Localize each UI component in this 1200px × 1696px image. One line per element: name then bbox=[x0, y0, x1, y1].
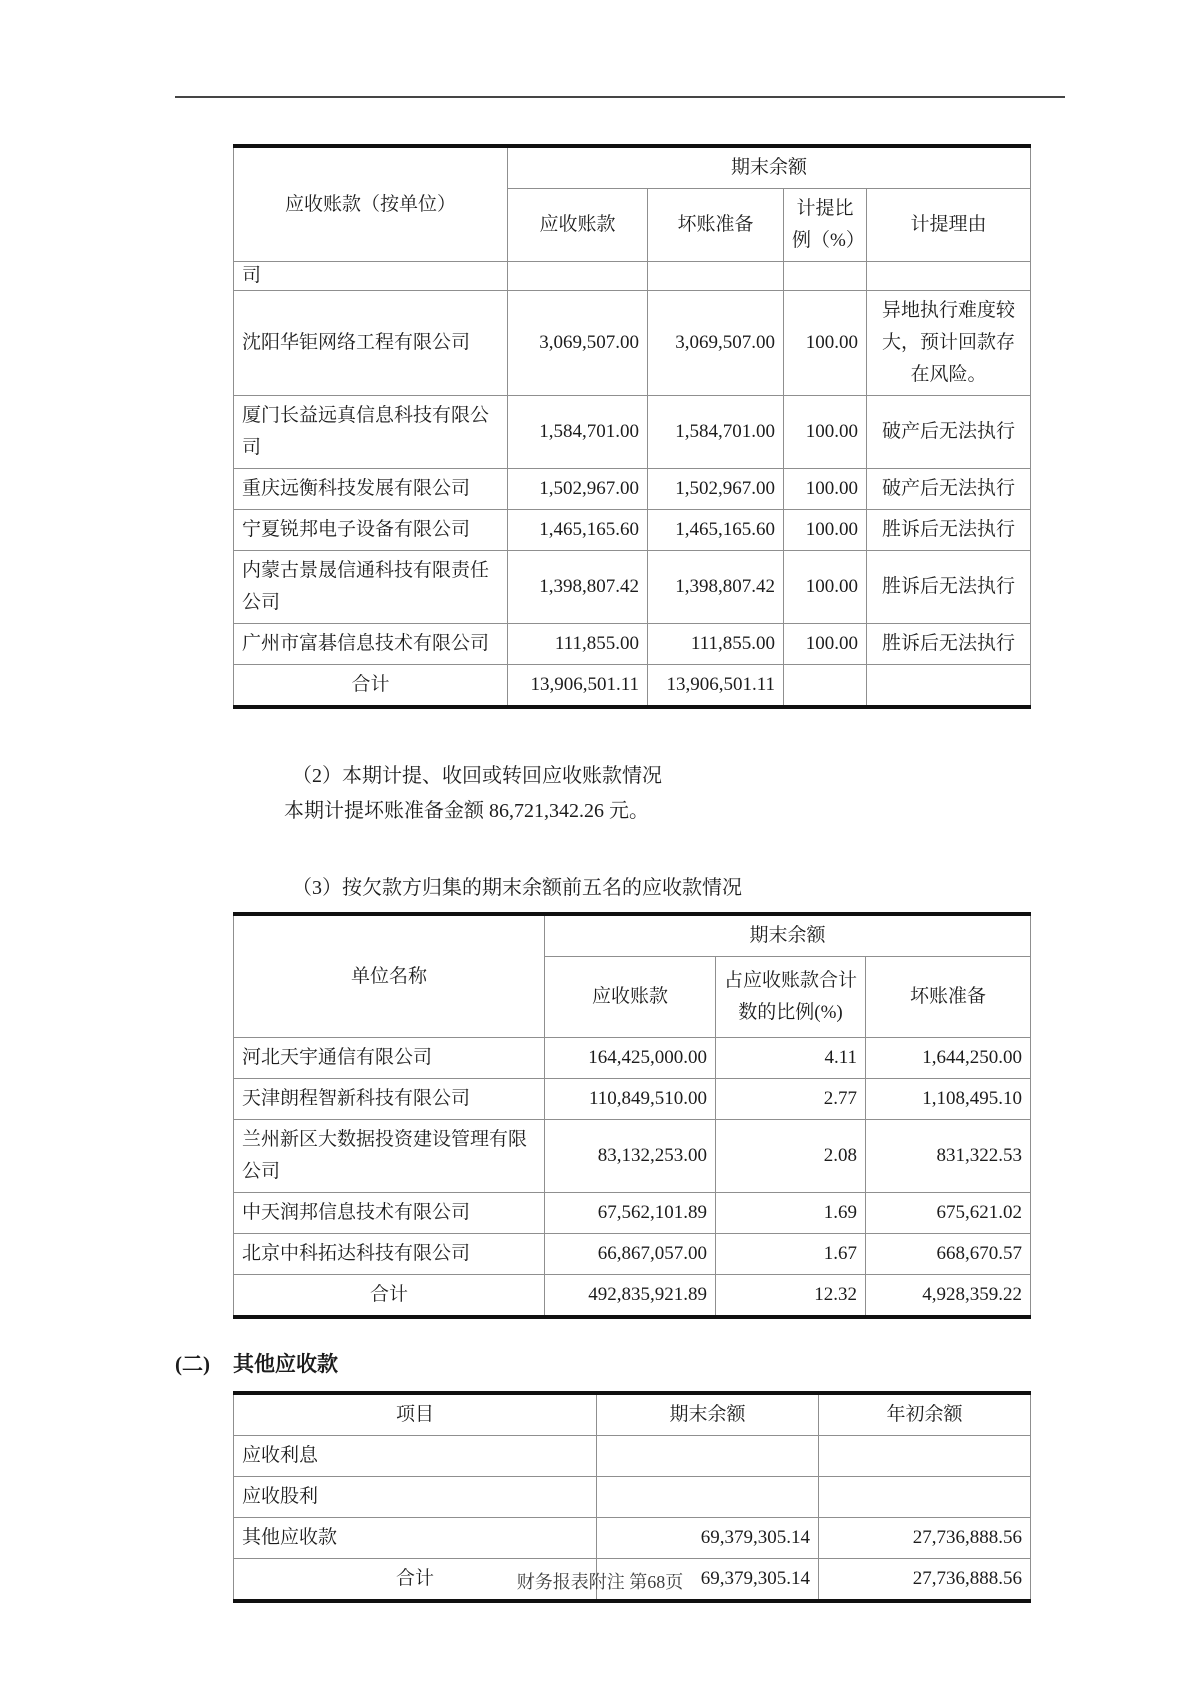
amount-cell: 831,322.53 bbox=[866, 1120, 1031, 1193]
table-row bbox=[234, 1038, 1031, 1079]
company-name-cell: 兰州新区大数据投资建设管理有限公司 bbox=[234, 1120, 545, 1193]
total-amount-cell: 27,736,888.56 bbox=[819, 1559, 1031, 1602]
amount-cell bbox=[597, 1436, 819, 1477]
company-name-cell: 沈阳华钜网络工程有限公司 bbox=[234, 291, 508, 396]
header-cell-unit-name: 单位名称 bbox=[234, 914, 545, 1038]
amount-cell: 1,502,967.00 bbox=[508, 469, 648, 510]
table-row bbox=[234, 624, 1031, 665]
header-cell-ratio-of-total: 占应收账款合计数的比例(%) bbox=[716, 957, 866, 1038]
amount-cell: 111,855.00 bbox=[508, 624, 648, 665]
top-five-receivables-table bbox=[233, 912, 1031, 1319]
total-amount-cell: 492,835,921.89 bbox=[545, 1275, 716, 1318]
table-header-row bbox=[234, 1393, 1031, 1436]
table-total-row bbox=[234, 1275, 1031, 1318]
amount-cell: 3,069,507.00 bbox=[508, 291, 648, 396]
table-header-row bbox=[234, 146, 1031, 189]
header-cell-accounts-receivable: 应收账款 bbox=[545, 957, 716, 1038]
total-amount-cell: 13,906,501.11 bbox=[508, 665, 648, 708]
table-row bbox=[234, 1120, 1031, 1193]
amount-cell: 69,379,305.14 bbox=[597, 1518, 819, 1559]
section-2-body: 本期计提坏账准备金额 86,721,342.26 元。 bbox=[284, 800, 649, 822]
amount-cell: 111,855.00 bbox=[648, 624, 784, 665]
amount-cell bbox=[819, 1477, 1031, 1518]
table-total-row bbox=[234, 665, 1031, 708]
amount-cell: 668,670.57 bbox=[866, 1234, 1031, 1275]
company-name-cell: 天津朗程智新科技有限公司 bbox=[234, 1079, 545, 1120]
table-row bbox=[234, 291, 1031, 396]
item-label-cell: 其他应收款 bbox=[234, 1518, 597, 1559]
ratio-cell bbox=[784, 262, 867, 291]
ratio-cell: 100.00 bbox=[784, 396, 867, 469]
company-name-cell: 河北天宇通信有限公司 bbox=[234, 1038, 545, 1079]
amount-cell: 1,644,250.00 bbox=[866, 1038, 1031, 1079]
total-label-cell: 合计 bbox=[234, 1559, 597, 1602]
section-number: (二) bbox=[175, 1352, 210, 1376]
amount-cell: 66,867,057.00 bbox=[545, 1234, 716, 1275]
amount-cell: 110,849,510.00 bbox=[545, 1079, 716, 1120]
amount-cell: 1,502,967.00 bbox=[648, 469, 784, 510]
amount-cell bbox=[648, 262, 784, 291]
amount-cell: 675,621.02 bbox=[866, 1193, 1031, 1234]
table-row bbox=[234, 551, 1031, 624]
amount-cell: 27,736,888.56 bbox=[819, 1518, 1031, 1559]
amount-cell: 83,132,253.00 bbox=[545, 1120, 716, 1193]
item-label-cell: 应收利息 bbox=[234, 1436, 597, 1477]
section-other-receivables-heading bbox=[175, 1349, 1200, 1379]
ratio-cell: 100.00 bbox=[784, 624, 867, 665]
ratio-cell: 1.67 bbox=[716, 1234, 866, 1275]
header-cell-provision-ratio: 计提比例（%） bbox=[784, 189, 867, 262]
reason-cell bbox=[867, 262, 1031, 291]
ratio-cell: 2.08 bbox=[716, 1120, 866, 1193]
table-row bbox=[234, 510, 1031, 551]
table-row bbox=[234, 262, 1031, 291]
table-row bbox=[234, 396, 1031, 469]
reason-cell: 异地执行难度较大，预计回款存在风险。 bbox=[867, 291, 1031, 396]
amount-cell: 1,465,165.60 bbox=[648, 510, 784, 551]
amount-cell: 1,398,807.42 bbox=[648, 551, 784, 624]
company-name-cell: 中天润邦信息技术有限公司 bbox=[234, 1193, 545, 1234]
ratio-cell: 100.00 bbox=[784, 551, 867, 624]
header-cell-beginning-balance: 年初余额 bbox=[819, 1393, 1031, 1436]
amount-cell: 1,584,701.00 bbox=[508, 396, 648, 469]
total-amount-cell: 4,928,359.22 bbox=[866, 1275, 1031, 1318]
section-title: 其他应收款 bbox=[233, 1352, 338, 1376]
header-cell-ending-balance: 期末余额 bbox=[597, 1393, 819, 1436]
reason-cell: 胜诉后无法执行 bbox=[867, 551, 1031, 624]
table-row bbox=[234, 1477, 1031, 1518]
company-name-cell: 内蒙古景晟信通科技有限责任公司 bbox=[234, 551, 508, 624]
table-row bbox=[234, 1079, 1031, 1120]
total-label-cell: 合计 bbox=[234, 665, 508, 708]
total-amount-cell: 69,379,305.14 bbox=[597, 1559, 819, 1602]
ratio-cell: 100.00 bbox=[784, 510, 867, 551]
header-cell-accounts-receivable: 应收账款 bbox=[508, 189, 648, 262]
total-reason-cell bbox=[867, 665, 1031, 708]
amount-cell: 1,108,495.10 bbox=[866, 1079, 1031, 1120]
amount-cell: 3,069,507.00 bbox=[648, 291, 784, 396]
total-amount-cell: 13,906,501.11 bbox=[648, 665, 784, 708]
page-header-rule bbox=[175, 96, 1065, 98]
ratio-cell: 2.77 bbox=[716, 1079, 866, 1120]
amount-cell: 1,465,165.60 bbox=[508, 510, 648, 551]
reason-cell: 破产后无法执行 bbox=[867, 396, 1031, 469]
amount-cell: 1,584,701.00 bbox=[648, 396, 784, 469]
total-ratio-cell bbox=[784, 665, 867, 708]
amount-cell: 67,562,101.89 bbox=[545, 1193, 716, 1234]
company-name-cell: 司 bbox=[234, 262, 508, 291]
section-2-heading: （2）本期计提、收回或转回应收账款情况 bbox=[292, 765, 662, 787]
amount-cell bbox=[508, 262, 648, 291]
header-cell-ending-balance: 期末余额 bbox=[508, 146, 1031, 189]
reason-cell: 胜诉后无法执行 bbox=[867, 624, 1031, 665]
section-3-heading: （3）按欠款方归集的期末余额前五名的应收款情况 bbox=[292, 877, 742, 899]
amount-cell bbox=[597, 1477, 819, 1518]
ratio-cell: 100.00 bbox=[784, 469, 867, 510]
amount-cell: 1,398,807.42 bbox=[508, 551, 648, 624]
header-cell-provision-reason: 计提理由 bbox=[867, 189, 1031, 262]
ratio-cell: 1.69 bbox=[716, 1193, 866, 1234]
table-row bbox=[234, 1234, 1031, 1275]
header-cell-item: 项目 bbox=[234, 1393, 597, 1436]
ratio-cell: 4.11 bbox=[716, 1038, 866, 1079]
amount-cell: 164,425,000.00 bbox=[545, 1038, 716, 1079]
receivables-by-unit-table bbox=[233, 144, 1031, 709]
header-cell-ending-balance: 期末余额 bbox=[545, 914, 1031, 957]
company-name-cell: 北京中科拓达科技有限公司 bbox=[234, 1234, 545, 1275]
header-cell-bad-debt-provision: 坏账准备 bbox=[648, 189, 784, 262]
company-name-cell: 厦门长益远真信息科技有限公司 bbox=[234, 396, 508, 469]
item-label-cell: 应收股利 bbox=[234, 1477, 597, 1518]
ratio-cell: 100.00 bbox=[784, 291, 867, 396]
company-name-cell: 广州市富碁信息技术有限公司 bbox=[234, 624, 508, 665]
page-footer: 财务报表附注 第68页 bbox=[516, 1572, 684, 1592]
reason-cell: 胜诉后无法执行 bbox=[867, 510, 1031, 551]
table-row bbox=[234, 1436, 1031, 1477]
reason-cell: 破产后无法执行 bbox=[867, 469, 1031, 510]
header-cell-bad-debt-provision: 坏账准备 bbox=[866, 957, 1031, 1038]
total-label-cell: 合计 bbox=[234, 1275, 545, 1318]
company-name-cell: 重庆远衡科技发展有限公司 bbox=[234, 469, 508, 510]
total-ratio-cell: 12.32 bbox=[716, 1275, 866, 1318]
header-cell-unit: 应收账款（按单位） bbox=[234, 146, 508, 262]
table-row bbox=[234, 1193, 1031, 1234]
table-row bbox=[234, 469, 1031, 510]
table-header-row bbox=[234, 914, 1031, 957]
table-row bbox=[234, 1518, 1031, 1559]
amount-cell bbox=[819, 1436, 1031, 1477]
company-name-cell: 宁夏锐邦电子设备有限公司 bbox=[234, 510, 508, 551]
